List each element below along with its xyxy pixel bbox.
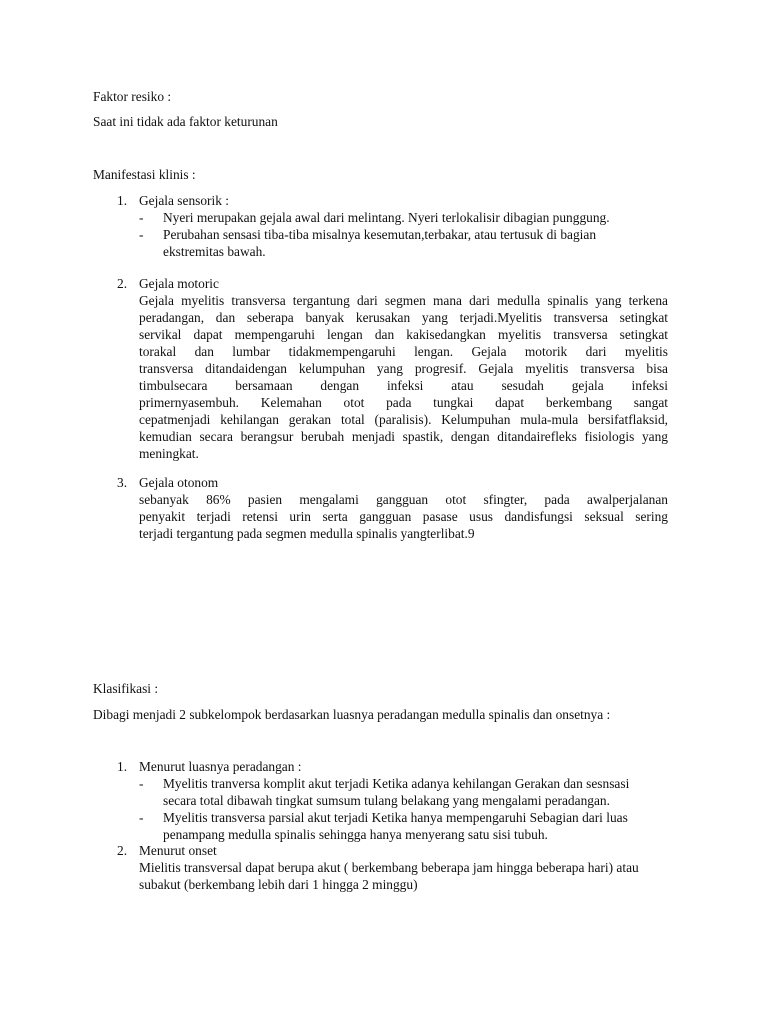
menurut-luas-title: Menurut luasnya peradangan : [139, 759, 302, 774]
paragraph-line: timbulsecara bersamaan dengan infeksi atau sesudah gejala infeksi [139, 378, 668, 393]
faktor-resiko-heading: Faktor resiko : [93, 89, 172, 104]
paragraph-line: Gejala myelitis transversa tergantung dari segmen mana dari medulla spinalis yang terkena [139, 293, 668, 308]
list-number: 2. [117, 276, 128, 291]
list-number: 1. [117, 193, 128, 208]
manifestasi-heading: Manifestasi klinis : [93, 167, 196, 182]
paragraph-line: Mielitis transversal dapat berupa akut ( berkembang beberapa jam hingga beberapa hari) atau [139, 860, 639, 875]
bullet-text: Myelitis transversa parsial akut terjadi Ketika hanya mempengaruhi Sebagian dari luas [163, 810, 628, 825]
bullet-text: ekstremitas bawah. [163, 244, 266, 259]
bullet-text: Nyeri merupakan gejala awal dari melintang. Nyeri terlokalisir dibagian punggung. [163, 210, 610, 225]
paragraph-line: meningkat. [139, 446, 199, 461]
paragraph-line: torakal dan lumbar tidakmempengaruhi lengan. Gejala motorik dari myelitis [139, 344, 668, 359]
bullet-text: penampang medulla spinalis sehingga hanya menyerang satu sisi tubuh. [163, 827, 548, 842]
paragraph-line: terjadi tergantung pada segmen medulla spinalis yangterlibat.9 [139, 526, 475, 541]
gejala-motoric-paragraph [139, 292, 668, 462]
paragraph-line: penyakit terjadi retensi urin serta gangguan pasase usus dandisfungsi seksual sering [139, 509, 668, 524]
gejala-otonom-paragraph [139, 491, 668, 542]
bullet-text: Perubahan sensasi tiba-tiba misalnya kesemutan,terbakar, atau tertusuk di bagian [163, 227, 597, 242]
faktor-resiko-text: Saat ini tidak ada faktor keturunan [93, 114, 278, 129]
gejala-sensorik-title: Gejala sensorik : [139, 193, 229, 208]
gejala-motoric-title: Gejala motoric [139, 276, 219, 291]
bullet-text: Myelitis tranversa komplit akut terjadi Ketika adanya kehilangan Gerakan dan sesnsasi [163, 776, 630, 791]
paragraph-line: servikal dapat mempengaruhi lengan dan kakisedangkan myelitis transversa setingkat [139, 327, 668, 342]
list-number: 2. [117, 843, 128, 858]
klasifikasi-intro: Dibagi menjadi 2 subkelompok berdasarkan luasnya peradangan medulla spinalis dan onsetnya : [93, 707, 611, 722]
bullet-dash: - [139, 776, 144, 791]
paragraph-line: cepatmenjadi kehilangan gerakan total (paralisis). Kelumpuhan mula-mula bersifatflaksid, [139, 412, 668, 427]
paragraph-line: kemudian secara berangsur berubah menjadi spastik, dengan ditandairefleks fisiologis yang [139, 429, 668, 444]
bullet-dash: - [139, 210, 144, 225]
klasifikasi-heading: Klasifikasi : [93, 681, 159, 696]
list-number: 3. [117, 475, 128, 490]
bullet-dash: - [139, 227, 144, 242]
paragraph-line: peradangan, dan seberapa banyak kerusakan yang terjadi.Myelitis transversa setingkat [139, 310, 668, 325]
bullet-text: secara total dibawah tingkat sumsum tulang belakang yang mengalami peradangan. [163, 793, 610, 808]
gejala-otonom-title: Gejala otonom [139, 475, 219, 490]
menurut-onset-title: Menurut onset [139, 843, 217, 858]
paragraph-line: subakut (berkembang lebih dari 1 hingga 2 minggu) [139, 877, 418, 892]
bullet-dash: - [139, 810, 144, 825]
paragraph-line: transversa ditandaidengan kelumpuhan yang progresif. Gejala myelitis transversa bisa [139, 361, 668, 376]
paragraph-line: primernyasembuh. Kelemahan otot pada tungkai dapat berkembang sangat [139, 395, 668, 410]
paragraph-line: sebanyak 86% pasien mengalami gangguan otot sfingter, pada awalperjalanan [139, 492, 668, 507]
list-number: 1. [117, 759, 128, 774]
